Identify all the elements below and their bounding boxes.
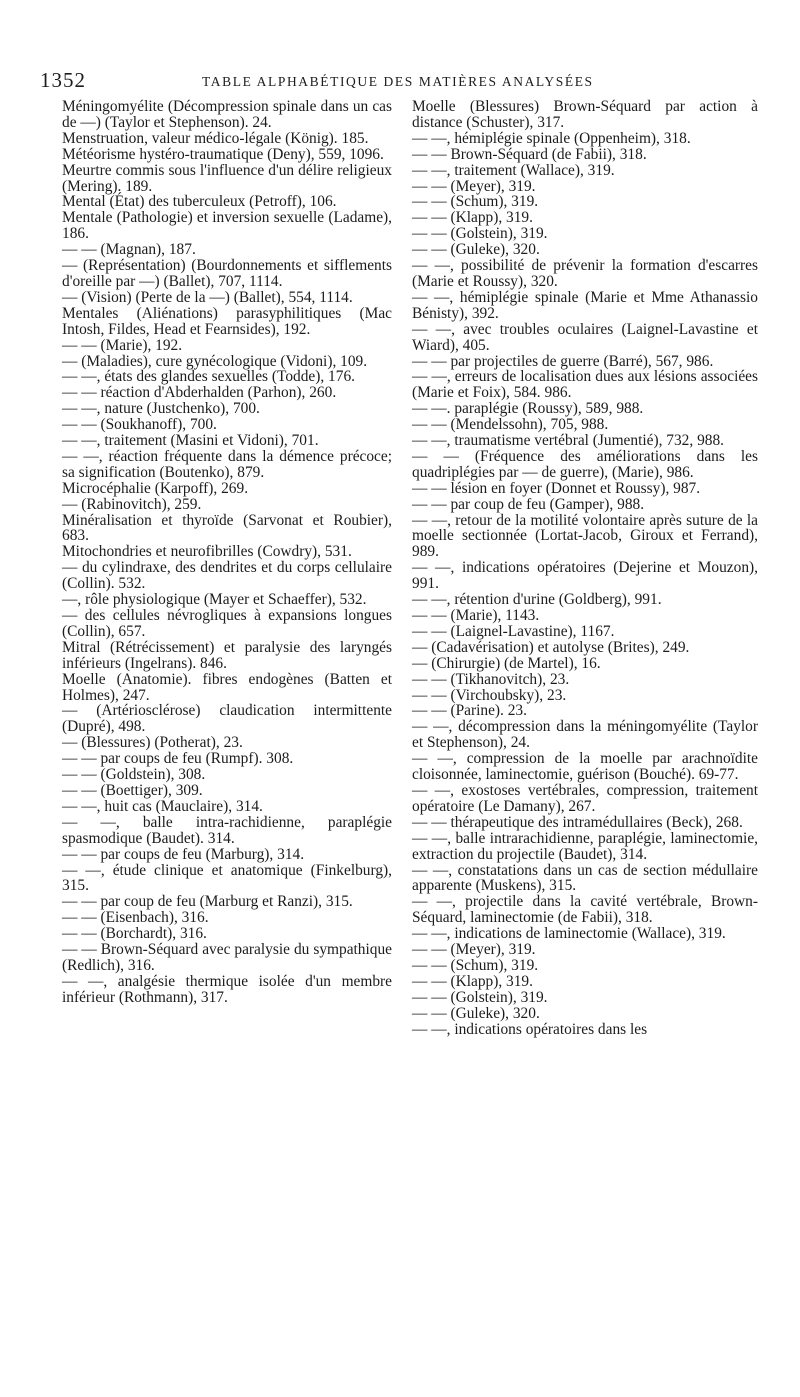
- index-entry: — —, retour de la motilité volontaire après suture de la moelle sectionnée (Lortat-Jacob, Giroux et Ferrand), 989.: [412, 511, 758, 561]
- index-entry: — —, compression de la moelle par arachnoïdite cloisonnée, laminectomie, guérison (Bouché). 69-77.: [412, 750, 758, 784]
- index-entry: Moelle (Blessures) Brown-Séquard par action à distance (Schuster), 317.: [412, 98, 758, 131]
- index-entry: — —, traumatisme vertébral (Jumentié), 732, 988.: [412, 432, 725, 450]
- index-entry: — — (Fréquence des améliorations dans les quadriplégies par — de guerre), (Marie), 986.: [412, 447, 758, 481]
- index-entry: — — par projectiles de guerre (Barré), 567, 986.: [412, 352, 714, 370]
- index-entry: — — (Golstein), 319.: [412, 225, 548, 243]
- index-entry: — —, rétention d'urine (Goldberg), 991.: [412, 591, 662, 609]
- index-entry: — —, états des glandes sexuelles (Todde), 176.: [62, 368, 355, 386]
- index-entry: — (Blessures) (Potherat), 23.: [62, 734, 243, 752]
- index-entry: —, rôle physiologique (Mayer et Schaeffer), 532.: [62, 591, 367, 609]
- index-entry: Moelle (Anatomie). fibres endogènes (Batten et Holmes), 247.: [62, 670, 392, 704]
- index-entry: — — par coup de feu (Gamper), 988.: [412, 495, 645, 513]
- index-entry: Microcéphalie (Karpoff), 269.: [62, 479, 249, 497]
- index-entry: — — (Meyer), 319.: [412, 941, 536, 959]
- index-entry: — — (Virchoubsky), 23.: [412, 686, 567, 704]
- index-entry: — — thérapeutique des intramédullaires (Beck), 268.: [412, 813, 743, 831]
- index-entry: Mitral (Rétrécissement) et paralysie des laryngés inférieurs (Ingelrans). 846.: [62, 638, 392, 672]
- index-entry: — — réaction d'Abderhalden (Parhon), 260.: [62, 384, 337, 402]
- index-entry: — —. paraplégie (Roussy), 589, 988.: [412, 400, 644, 418]
- index-entry: — —, avec troubles oculaires (Laignel-Lavastine et Wiard), 405.: [412, 320, 758, 354]
- index-entry: — — (Magnan), 187.: [62, 241, 196, 259]
- index-entry: — — (Marie), 192.: [62, 336, 183, 354]
- index-entry: — — par coups de feu (Marburg), 314.: [62, 845, 305, 863]
- index-entry: — — (Mendelssohn), 705, 988.: [412, 416, 609, 434]
- index-entry: Météorisme hystéro-traumatique (Deny), 559, 1096.: [62, 145, 384, 163]
- index-entry: — — (Goldstein), 308.: [62, 766, 206, 784]
- index-entry: — —, réaction fréquente dans la démence précoce; sa signification (Boutenko), 879.: [62, 447, 392, 481]
- left-column: [62, 99, 392, 1006]
- index-entry: Mitochondries et neurofibrilles (Cowdry), 531.: [62, 543, 352, 561]
- index-entry: — —, indications de laminectomie (Wallace), 319.: [412, 925, 726, 943]
- page-header: [40, 64, 775, 94]
- index-entry: — des cellules névrogliques à expansions longues (Collin), 657.: [62, 607, 392, 640]
- right-column: [412, 99, 758, 1037]
- index-entry: — —, balle intrarachidienne, paraplégie, laminectomie, extraction du projectile (Baudet), 314.: [412, 829, 758, 863]
- index-entry: — —, projectile dans la cavité vertébrale, Brown-Séquard, laminectomie (de Fabii), 318.: [412, 893, 758, 927]
- index-entry: — —, traitement (Wallace), 319.: [412, 161, 615, 179]
- index-entry: Minéralisation et thyroïde (Sarvonat et Roubier), 683.: [62, 511, 392, 545]
- index-entry: — —, erreurs de localisation dues aux lésions associées (Marie et Foix), 584. 986.: [412, 368, 758, 402]
- index-entry: — (Cadavérisation) et autolyse (Brites), 249.: [412, 638, 690, 656]
- page-number: 1352: [40, 68, 86, 92]
- index-entry: — —, exostoses vertébrales, compression, traitement opératoire (Le Damany), 267.: [412, 781, 758, 815]
- index-entry: — (Vision) (Perte de la —) (Ballet), 554, 1114.: [62, 288, 353, 306]
- index-entry: — — (Borchardt), 316.: [62, 925, 207, 943]
- index-entry: Meurtre commis sous l'influence d'un délire religieux (Mering). 189.: [62, 161, 392, 195]
- index-entry: Mentale (Pathologie) et inversion sexuelle (Ladame), 186.: [62, 209, 392, 243]
- index-entry: — — (Klapp), 319.: [412, 209, 533, 227]
- index-entry: — — (Laignel-Lavastine), 1167.: [412, 622, 615, 640]
- index-entry: — —, possibilité de prévenir la formation d'escarres (Marie et Roussy), 320.: [412, 257, 758, 290]
- index-entry: — — (Guleke), 320.: [412, 241, 540, 259]
- index-entry: — — (Klapp), 319.: [412, 972, 533, 990]
- index-entry: Menstruation, valeur médico-légale (König). 185.: [62, 129, 369, 147]
- index-entry: Méningomyélite (Décompression spinale dans un cas de —) (Taylor et Stephenson). 24.: [62, 98, 392, 131]
- index-entry: — —, indications opératoires dans les: [412, 1020, 648, 1038]
- index-entry: — — (Marie), 1143.: [412, 607, 540, 624]
- index-entry: — — (Parine). 23.: [412, 702, 527, 720]
- index-entry: — — par coup de feu (Marburg et Ranzi), 315.: [62, 893, 353, 911]
- index-entry: Mentales (Aliénations) parasyphilitiques (Mac Intosh, Fildes, Head et Fearnsides), 192.: [62, 304, 392, 338]
- index-entry: — — (Schum), 319.: [412, 956, 539, 974]
- index-entry: — du cylindraxe, des dendrites et du corps cellulaire (Collin). 532.: [62, 559, 392, 593]
- index-entry: — —, étude clinique et anatomique (Finkelburg), 315.: [62, 861, 392, 895]
- index-entry: — — Brown-Séquard avec paralysie du sympathique (Redlich), 316.: [62, 941, 392, 974]
- index-entry: — — (Guleke), 320.: [412, 1004, 540, 1022]
- index-entry: — —, huit cas (Mauclaire), 314.: [62, 797, 263, 815]
- index-entry: — — Brown-Séquard (de Fabii), 318.: [412, 145, 647, 163]
- index-entry: — (Artériosclérose) claudication intermittente (Dupré), 498.: [62, 702, 392, 736]
- index-entry: — (Chirurgie) (de Martel), 16.: [412, 654, 601, 672]
- index-entry: — —, hémiplégie spinale (Oppenheim), 318.: [412, 129, 691, 147]
- index-entry: — —, constatations dans un cas de section médullaire apparente (Muskens), 315.: [412, 861, 758, 895]
- index-entry: — — (Soukhanoff), 700.: [62, 416, 217, 434]
- index-entry: — —, balle intra-rachidienne, paraplégie spasmodique (Baudet). 314.: [62, 813, 392, 847]
- index-entry: — —, nature (Justchenko), 700.: [62, 400, 260, 418]
- index-entry: — — par coups de feu (Rumpf). 308.: [62, 750, 294, 768]
- running-title: TABLE ALPHABÉTIQUE DES MATIÈRES ANALYSÉES: [202, 74, 594, 89]
- index-entry: — — (Golstein), 319.: [412, 988, 548, 1006]
- index-entry: — —, traitement (Masini et Vidoni), 701.: [62, 432, 319, 450]
- index-entry: — —, indications opératoires (Dejerine et Mouzon), 991.: [412, 559, 758, 593]
- index-entry: — — (Boettiger), 309.: [62, 781, 203, 799]
- index-entry: — — lésion en foyer (Donnet et Roussy), 987.: [412, 479, 701, 497]
- index-entry: — —, analgésie thermique isolée d'un membre inférieur (Rothmann), 317.: [62, 972, 392, 1006]
- index-entry: — (Maladies), cure gynécologique (Vidoni), 109.: [62, 352, 368, 370]
- index-entry: — — (Schum), 319.: [412, 193, 539, 211]
- index-entry: — — (Eisenbach), 316.: [62, 909, 209, 927]
- index-entry: Mental (État) des tuberculeux (Petroff), 106.: [62, 193, 337, 211]
- index-entry: — (Représentation) (Bourdonnements et sifflements d'oreille par —) (Ballet), 707, 1114.: [62, 257, 392, 290]
- index-entry: — —, décompression dans la méningomyélite (Taylor et Stephenson), 24.: [412, 718, 758, 752]
- index-entry: — (Rabinovitch), 259.: [62, 495, 202, 513]
- index-entry: — — (Meyer), 319.: [412, 177, 536, 195]
- index-entry: — — (Tikhanovitch), 23.: [412, 670, 570, 688]
- index-entry: — —, hémiplégie spinale (Marie et Mme Athanassio Bénisty), 392.: [412, 288, 758, 322]
